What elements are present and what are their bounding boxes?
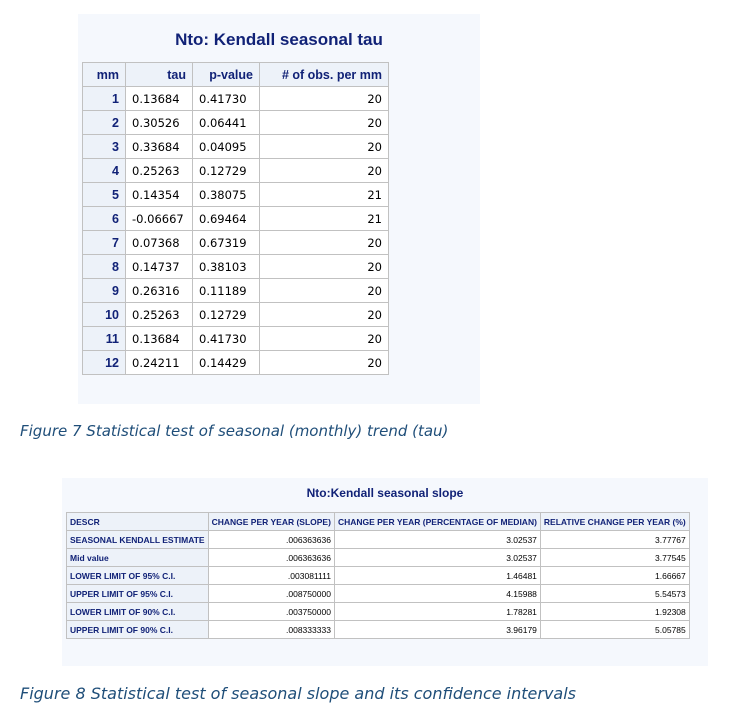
p-value-cell: 0.41730 [193, 327, 260, 351]
descr-cell: Mid value [67, 549, 209, 567]
relative-change-cell: 5.54573 [540, 585, 689, 603]
p-value-cell: 0.14429 [193, 351, 260, 375]
p-value-cell: 0.69464 [193, 207, 260, 231]
table-row [67, 531, 690, 549]
tau-cell: 0.33684 [126, 135, 193, 159]
obs-count-cell: 20 [260, 231, 389, 255]
table-row [83, 183, 389, 207]
table-row [83, 135, 389, 159]
percentage-cell: 1.46481 [334, 567, 540, 585]
column-header-descr: DESCR [67, 513, 209, 531]
table-row [83, 87, 389, 111]
tau-cell: 0.30526 [126, 111, 193, 135]
descr-cell: SEASONAL KENDALL ESTIMATE [67, 531, 209, 549]
table-row [67, 585, 690, 603]
month-cell: 10 [83, 303, 126, 327]
month-cell: 5 [83, 183, 126, 207]
descr-cell: UPPER LIMIT OF 95% C.I. [67, 585, 209, 603]
month-cell: 3 [83, 135, 126, 159]
kendall-slope-title: Nto:Kendall seasonal slope [306, 486, 464, 500]
tau-cell: -0.06667 [126, 207, 193, 231]
obs-count-cell: 20 [260, 159, 389, 183]
table-row [83, 231, 389, 255]
slope-cell: .006363636 [208, 549, 334, 567]
month-cell: 6 [83, 207, 126, 231]
tau-cell: 0.24211 [126, 351, 193, 375]
obs-count-cell: 21 [260, 183, 389, 207]
column-header-slope: CHANGE PER YEAR (SLOPE) [208, 513, 334, 531]
p-value-cell: 0.12729 [193, 303, 260, 327]
month-cell: 4 [83, 159, 126, 183]
kendall-tau-table [82, 62, 389, 375]
tau-cell: 0.14354 [126, 183, 193, 207]
obs-count-cell: 20 [260, 351, 389, 375]
p-value-cell: 0.38075 [193, 183, 260, 207]
table-row [67, 621, 690, 639]
slope-cell: .008750000 [208, 585, 334, 603]
obs-count-cell: 20 [260, 327, 389, 351]
kendall-tau-panel [78, 14, 480, 404]
relative-change-cell: 3.77767 [540, 531, 689, 549]
p-value-cell: 0.67319 [193, 231, 260, 255]
descr-cell: LOWER LIMIT OF 95% C.I. [67, 567, 209, 585]
table-header-row [83, 63, 389, 87]
table-row [83, 351, 389, 375]
kendall-slope-panel [62, 478, 708, 666]
table-row [67, 603, 690, 621]
tau-cell: 0.26316 [126, 279, 193, 303]
p-value-cell: 0.41730 [193, 87, 260, 111]
tau-cell: 0.13684 [126, 87, 193, 111]
percentage-cell: 3.02537 [334, 549, 540, 567]
figure-8-caption: Figure 8 Statistical test of seasonal slope and its confidence intervals [20, 684, 577, 703]
month-cell: 2 [83, 111, 126, 135]
kendall-slope-table [66, 512, 690, 639]
table-row [83, 327, 389, 351]
obs-count-cell: 20 [260, 111, 389, 135]
month-cell: 7 [83, 231, 126, 255]
percentage-cell: 4.15988 [334, 585, 540, 603]
p-value-cell: 0.38103 [193, 255, 260, 279]
table-row [83, 255, 389, 279]
p-value-cell: 0.12729 [193, 159, 260, 183]
month-cell: 11 [83, 327, 126, 351]
month-cell: 1 [83, 87, 126, 111]
p-value-cell: 0.06441 [193, 111, 260, 135]
column-header-percentage: CHANGE PER YEAR (PERCENTAGE OF MEDIAN) [334, 513, 540, 531]
slope-cell: .006363636 [208, 531, 334, 549]
month-cell: 9 [83, 279, 126, 303]
slope-cell: .003081111 [208, 567, 334, 585]
table-row [67, 567, 690, 585]
p-value-cell: 0.04095 [193, 135, 260, 159]
column-header-p-value: p-value [193, 63, 260, 87]
table-row [83, 159, 389, 183]
relative-change-cell: 1.66667 [540, 567, 689, 585]
table-row [83, 303, 389, 327]
tau-cell: 0.25263 [126, 303, 193, 327]
relative-change-cell: 1.92308 [540, 603, 689, 621]
obs-count-cell: 21 [260, 207, 389, 231]
obs-count-cell: 20 [260, 279, 389, 303]
table-row [83, 207, 389, 231]
column-header-tau: tau [126, 63, 193, 87]
tau-cell: 0.14737 [126, 255, 193, 279]
kendall-tau-title: Nto: Kendall seasonal tau [175, 30, 383, 49]
column-header-mm: mm [83, 63, 126, 87]
descr-cell: LOWER LIMIT OF 90% C.I. [67, 603, 209, 621]
table-header-row [67, 513, 690, 531]
tau-cell: 0.13684 [126, 327, 193, 351]
percentage-cell: 1.78281 [334, 603, 540, 621]
obs-count-cell: 20 [260, 135, 389, 159]
percentage-cell: 3.96179 [334, 621, 540, 639]
obs-count-cell: 20 [260, 303, 389, 327]
figure-7-caption: Figure 7 Statistical test of seasonal (monthly) trend (tau) [20, 422, 449, 440]
month-cell: 8 [83, 255, 126, 279]
descr-cell: UPPER LIMIT OF 90% C.I. [67, 621, 209, 639]
tau-cell: 0.07368 [126, 231, 193, 255]
table-row [83, 111, 389, 135]
table-row [67, 549, 690, 567]
column-header-relative: RELATIVE CHANGE PER YEAR (%) [540, 513, 689, 531]
table-row [83, 279, 389, 303]
tau-cell: 0.25263 [126, 159, 193, 183]
relative-change-cell: 5.05785 [540, 621, 689, 639]
slope-cell: .008333333 [208, 621, 334, 639]
obs-count-cell: 20 [260, 255, 389, 279]
percentage-cell: 3.02537 [334, 531, 540, 549]
slope-cell: .003750000 [208, 603, 334, 621]
obs-count-cell: 20 [260, 87, 389, 111]
relative-change-cell: 3.77545 [540, 549, 689, 567]
column-header-obs: # of obs. per mm [260, 63, 389, 87]
p-value-cell: 0.11189 [193, 279, 260, 303]
month-cell: 12 [83, 351, 126, 375]
